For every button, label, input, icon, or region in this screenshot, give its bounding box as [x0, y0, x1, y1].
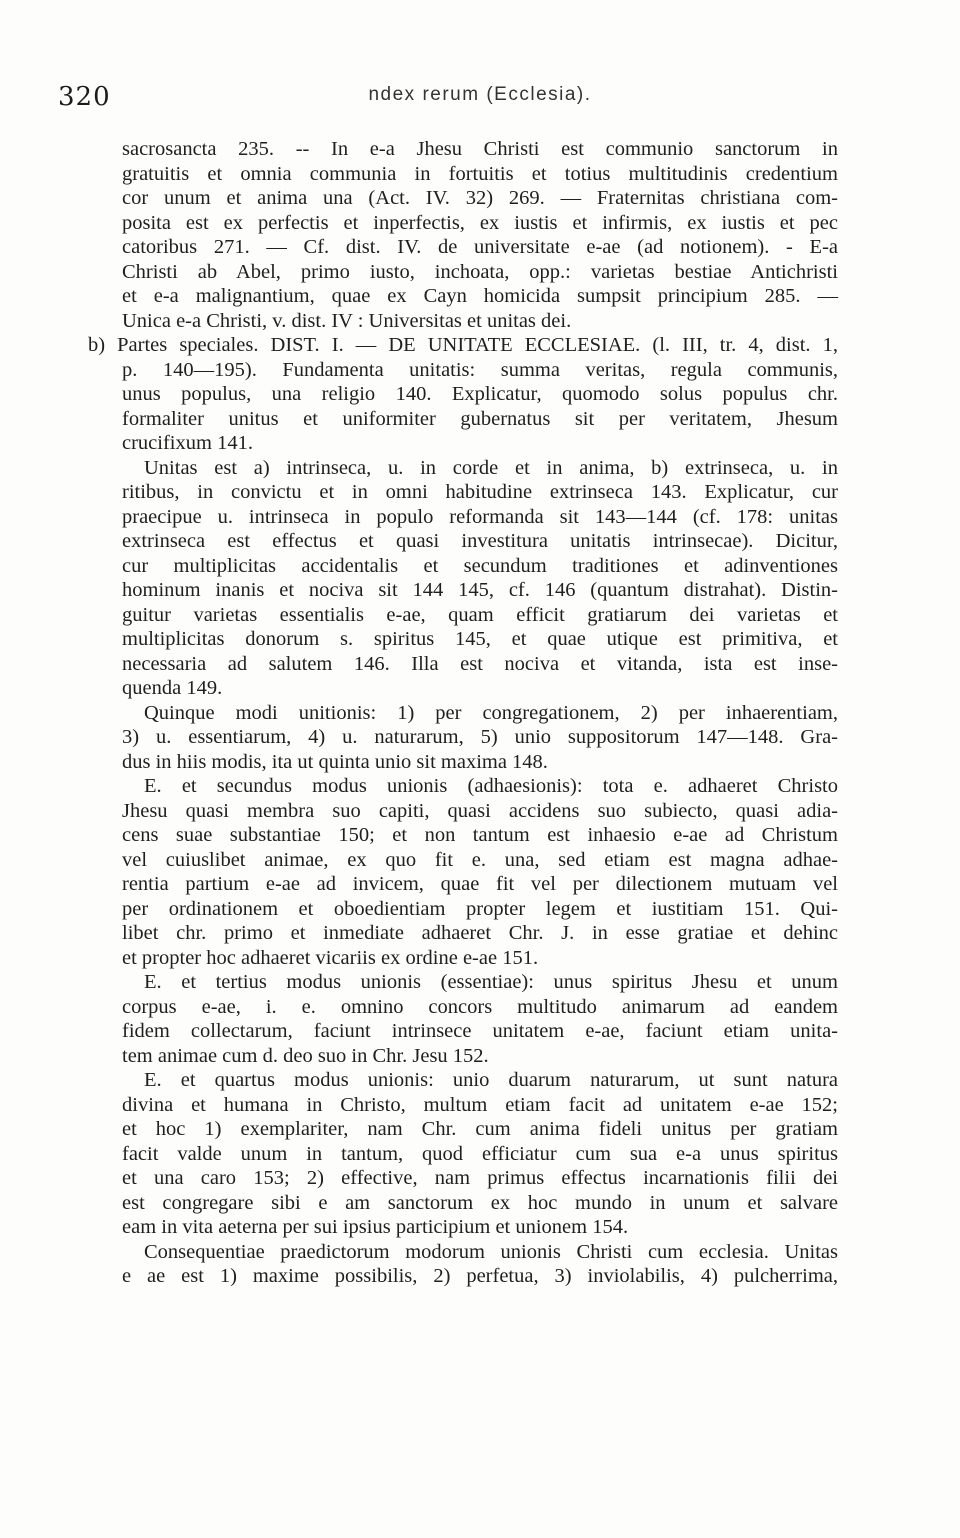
text-line: praecipue u. intrinseca in populo reformanda sit 143—144 (cf. 178: unitas [122, 505, 838, 528]
text-line: Christi ab Abel, primo iusto, inchoata, opp.: varietas bestiae Antichristi [122, 260, 838, 283]
index-body-text [88, 137, 838, 1289]
text-line: E. et quartus modus unionis: unio duarum naturarum, ut sunt natura [144, 1069, 838, 1091]
text-line: E. et tertius modus unionis (essentiae): unus spiritus Jhesu et unum [144, 971, 838, 993]
text-line: per ordinationem et oboedientiam propter legem et iustitiam 151. Qui- [122, 897, 838, 920]
text-line: libet chr. primo et inmediate adhaeret Chr. J. in esse gratiae et dehinc [122, 922, 838, 944]
text-line: guitur varietas essentialis e-ae, quam efficit gratiarum dei varietas et [122, 603, 838, 626]
text-line: E. et secundus modus unionis (adhaesionis): tota e. adhaeret Christo [144, 775, 838, 797]
text-line: extrinseca est effectus et quasi investitura unitatis intrinsecae). Dicitur, [122, 530, 838, 552]
text-line: Consequentiae praedictorum modorum unionis Christi cum ecclesia. Unitas [144, 1240, 838, 1263]
text-line: tem animae cum d. deo suo in Chr. Jesu 152. [122, 1044, 489, 1067]
text-line: Unitas est a) intrinseca, u. in corde et in anima, b) extrinseca, u. in [144, 456, 838, 479]
text-line: corpus e-ae, i. e. omnino concors multitudo animarum ad eandem [122, 995, 838, 1018]
text-line: unus populus, una religio 140. Explicatur, quomodo solus populus chr. [122, 383, 838, 405]
running-head: ndex rerum (Ecclesia). [368, 84, 592, 105]
text-line: vel cuiuslibet animae, ex quo fit e. una, sed etiam est magna adhae- [122, 848, 838, 871]
text-line: posita est ex perfectis et inperfectis, ex iustis et infirmis, ex iustis et pec [122, 211, 838, 234]
text-line: et una caro 153; 2) effective, nam primus effectus incarnationis filii dei [122, 1167, 838, 1189]
text-line: hominum inanis et nociva sit 144 145, cf. 146 (quantum distrahat). Distin- [122, 579, 838, 601]
text-line: necessaria ad salutem 146. Illa est nociva et vitanda, ista est inse- [122, 652, 838, 675]
text-line: e ae est 1) maxime possibilis, 2) perfetua, 3) inviolabilis, 4) pulcherrima, [122, 1265, 838, 1287]
text-line: fidem collectarum, faciunt intrinsece unitatem e-ae, faciunt etiam unita- [122, 1020, 838, 1042]
text-line: rentia partium e-ae ad invicem, quae fit vel per dilectionem mutuam vel [122, 873, 838, 895]
page-number: 320 [58, 82, 111, 112]
text-line: quenda 149. [122, 677, 223, 699]
text-line: cur multiplicitas accidentalis et secundum traditiones et adinventiones [122, 554, 838, 577]
text-line: sacrosancta 235. -- In e-a Jhesu Christi est communio sanctorum in [122, 138, 838, 160]
text-line: crucifixum 141. [122, 432, 253, 454]
text-line: catoribus 271. — Cf. dist. IV. de universitate e-ae (ad notionem). - E-a [122, 236, 838, 258]
text-line: b) Partes speciales. DIST. I. — DE UNITATE ECCLESIAE. (l. III, tr. 4, dist. 1, [88, 334, 838, 356]
text-line: Quinque modi unitionis: 1) per congregationem, 2) per inhaerentiam, [144, 701, 838, 724]
text-line: facit valde unum in tantum, quod efficiatur cum sua e-a unus spiritus [122, 1142, 838, 1165]
text-line: gratuitis et omnia communia in fortuitis et totius multitudinis credentium [122, 162, 838, 185]
text-line: eam in vita aeterna per sui ipsius participium et unionem 154. [122, 1216, 629, 1238]
text-line: Jhesu quasi membra suo capiti, quasi accidens suo subiecto, quasi adia- [122, 799, 838, 822]
text-line: cor unum et anima una (Act. IV. 32) 269. — Fraternitas christiana com- [122, 187, 838, 209]
text-line: formaliter unitus et uniformiter gubernatus sit per veritatem, Jhesum [122, 407, 838, 430]
text-line: cens suae substantiae 150; et non tantum est inhaesio e-ae ad Christum [122, 824, 838, 846]
text-line: est congregare sibi e am sanctorum ex hoc mundo in unum et salvare [122, 1191, 838, 1214]
text-line: et hoc 1) exemplariter, nam Chr. cum anima fideli unitus per gratiam [122, 1118, 838, 1140]
text-line: p. 140—195). Fundamenta unitatis: summa veritas, regula communis, [122, 358, 838, 381]
text-line: 3) u. essentiarum, 4) u. naturarum, 5) unio suppositorum 147—148. Gra- [122, 726, 838, 748]
text-line: divina et humana in Christo, multum etiam facit ad unitatem e-ae 152; [122, 1093, 838, 1116]
text-line: multiplicitas donorum s. spiritus 145, et quae utique est primitiva, et [122, 628, 838, 650]
text-line: ritibus, in convictu et in omni habitudine extrinseca 143. Explicatur, cur [122, 481, 838, 503]
text-line: et propter hoc adhaeret vicariis ex ordine e-ae 151. [122, 946, 539, 969]
text-line: dus in hiis modis, ita ut quinta unio sit maxima 148. [122, 750, 548, 773]
text-line: et e-a malignantium, quae ex Cayn homicida sumpsit principium 285. — [122, 285, 838, 307]
text-line: Unica e-a Christi, v. dist. IV : Universitas et unitas dei. [122, 309, 572, 332]
